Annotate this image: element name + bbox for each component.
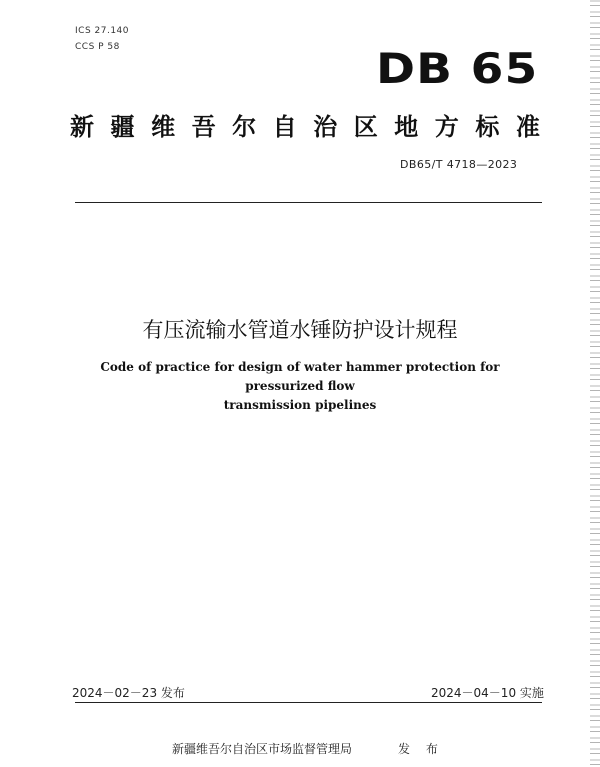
- standard-type-heading: [70, 107, 540, 142]
- bottom-divider: [75, 702, 542, 703]
- standard-type-char: 疆: [110, 112, 135, 141]
- standard-type-char: 标: [475, 112, 500, 141]
- ics-code: ICS 27.140: [75, 26, 130, 36]
- standard-type-char: 准: [515, 112, 540, 141]
- issuing-authority: 新疆维吾尔自治区市场监督管理局: [172, 742, 353, 756]
- title-english-line-2: transmission pipelines: [223, 398, 377, 412]
- scan-edge-shadow: [590, 0, 600, 767]
- implementation-date: 2024－04－10 实施: [431, 686, 544, 700]
- title-english-line-1: Code of practice for design of water hammer protection for pressurized flow: [100, 360, 500, 393]
- standard-type-char: 治: [313, 112, 338, 141]
- ccs-code: CCS P 58: [75, 42, 120, 52]
- top-divider: [75, 202, 542, 203]
- title-chinese: 有压流输水管道水锤防护设计规程: [142, 318, 458, 342]
- standard-type-char: 区: [353, 112, 378, 141]
- standard-type-char: 地: [394, 112, 419, 141]
- standard-type-char: 方: [434, 112, 459, 141]
- standard-type-char: 自: [272, 112, 297, 141]
- standard-type-char: 维: [151, 112, 176, 141]
- standard-type-char: 尔: [232, 112, 257, 141]
- title-english: [60, 358, 540, 415]
- standard-number: DB65/T 4718—2023: [400, 158, 518, 171]
- issue-date: 2024－02－23 发布: [72, 686, 185, 700]
- standard-type-char: 新: [70, 112, 94, 141]
- db65-logo: DB 65: [376, 44, 539, 93]
- issue-verb: 发 布: [398, 742, 444, 756]
- standard-type-char: 吾: [191, 112, 216, 141]
